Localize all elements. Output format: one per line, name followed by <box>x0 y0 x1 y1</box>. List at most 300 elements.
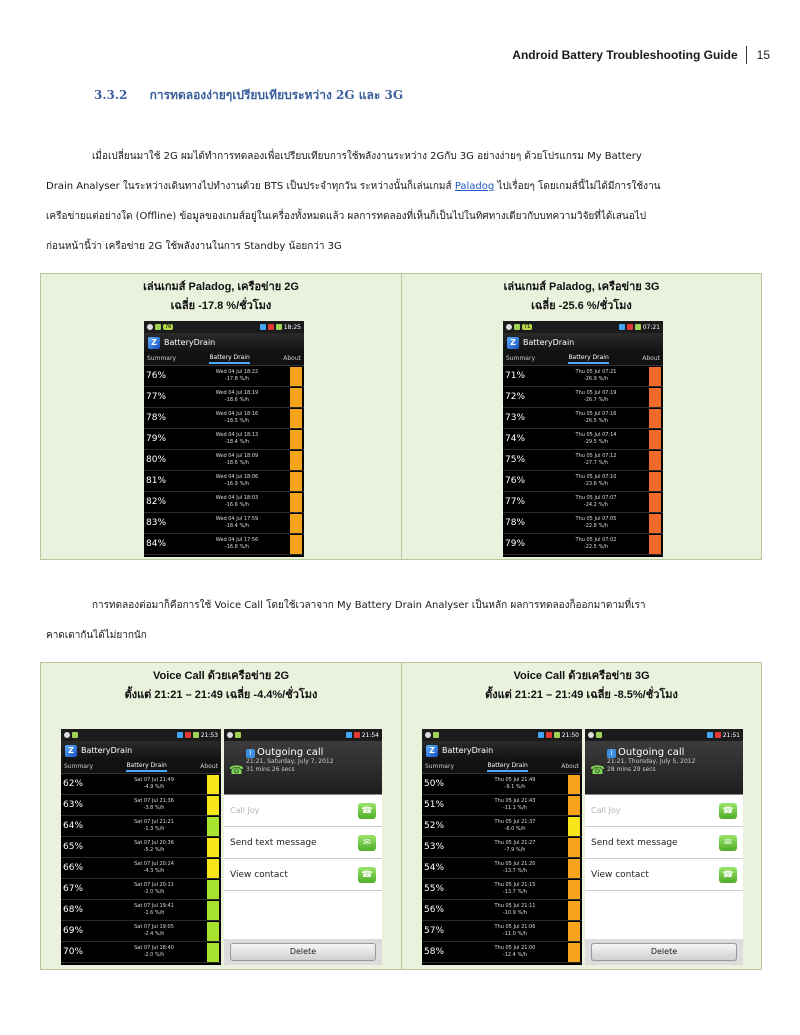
tab-about[interactable]: About <box>200 763 218 770</box>
battery-percent: 78% <box>505 518 526 528</box>
paragraph-line <box>46 172 758 202</box>
list-item[interactable] <box>422 858 582 879</box>
drain-level-bar <box>290 409 302 428</box>
drain-rate: -17.8 %/h <box>224 376 250 382</box>
list-item[interactable] <box>503 450 663 471</box>
voice-call-comparison-table <box>40 662 762 970</box>
drain-rate: -18.6 %/h <box>224 460 250 466</box>
drain-date: Sat 07 Jul 20:24 <box>134 861 174 867</box>
drain-date: Thu 05 Jul 07:02 <box>575 537 617 543</box>
drain-level-bar <box>568 838 580 857</box>
drain-date: Thu 05 Jul 07:07 <box>575 495 617 501</box>
view-contact-label: View contact <box>230 869 288 880</box>
battery-percent: 69% <box>63 926 84 936</box>
call-button-icon[interactable]: ☎ <box>358 803 376 819</box>
drain-date: Sat 07 Jul 21:49 <box>134 777 174 783</box>
signal-icon <box>619 324 625 330</box>
drain-info <box>543 537 649 551</box>
wifi-icon <box>193 732 199 738</box>
app-title-bar <box>144 333 304 352</box>
contact-name: Call Joy <box>591 806 621 815</box>
call-log-screenshot <box>585 729 743 965</box>
drain-info <box>462 882 568 896</box>
cell-title-line: เล่นเกมส์ Paladog, เครือข่าย 3G <box>503 281 660 293</box>
status-icons-right <box>260 324 301 331</box>
drain-level-bar <box>568 796 580 815</box>
drain-rate: -26.5 %/h <box>583 418 609 424</box>
list-item[interactable] <box>503 513 663 534</box>
call-contact-item[interactable] <box>585 795 743 827</box>
paladog-comparison-table <box>40 273 762 560</box>
drain-date: Sat 07 Jul 18:40 <box>134 945 174 951</box>
drain-info <box>462 777 568 791</box>
list-item[interactable] <box>61 921 221 942</box>
call-duration: 28 mins 29 secs <box>607 766 656 773</box>
message-icon[interactable]: ✉ <box>358 835 376 851</box>
drain-rate: -29.5 %/h <box>583 439 609 445</box>
battery-percent: 78% <box>146 413 167 423</box>
list-item[interactable] <box>144 408 304 429</box>
drain-rate: -18.4 %/h <box>224 523 250 529</box>
paragraph-line: ก่อนหน้านี้ว่า เครือข่าย 2G ใช้พลังงานในการ Standby น้อยกว่า 3G <box>46 241 342 252</box>
drain-rate: -18.4 %/h <box>224 439 250 445</box>
drain-rate: -26.7 %/h <box>583 397 609 403</box>
list-item[interactable] <box>422 837 582 858</box>
drain-info <box>543 411 649 425</box>
status-icons-left <box>588 732 602 738</box>
wifi-icon <box>554 732 560 738</box>
battery-percent: 76% <box>505 476 526 486</box>
call-contact-item[interactable] <box>224 795 382 827</box>
list-item[interactable] <box>144 429 304 450</box>
status-icons-left <box>506 324 532 330</box>
battery-percent: 58% <box>424 947 445 957</box>
battery-badge: 76 <box>165 324 172 330</box>
drain-info <box>462 798 568 812</box>
list-item[interactable] <box>144 534 304 555</box>
contact-icon[interactable]: ☎ <box>719 867 737 883</box>
battery-percent: 80% <box>146 455 167 465</box>
battery-percent: 77% <box>505 497 526 507</box>
paladog-link[interactable]: Paladog <box>454 181 495 192</box>
battery-percent: 66% <box>63 863 84 873</box>
battery-percent: 79% <box>505 539 526 549</box>
drain-date: Wed 04 Jul 17:59 <box>215 516 259 522</box>
drain-date: Wed 04 Jul 18:19 <box>215 390 259 396</box>
drain-info <box>101 798 207 812</box>
drain-rate: -2.0 %/h <box>143 952 165 958</box>
drain-date: Sat 07 Jul 21:21 <box>134 819 174 825</box>
header-divider <box>746 46 747 64</box>
drain-level-bar <box>649 451 661 470</box>
call-footer <box>224 939 382 965</box>
status-bar <box>144 321 304 333</box>
drain-rate: -9.1 %/h <box>504 784 526 790</box>
drain-date: Wed 04 Jul 18:13 <box>215 432 259 438</box>
cell-title-line: Voice Call ด้วยเครือข่าย 2G <box>152 670 290 682</box>
drain-level-bar <box>207 943 219 962</box>
view-contact-item[interactable] <box>224 859 382 891</box>
drain-level-bar <box>290 472 302 491</box>
drain-rate: -4.3 %/h <box>143 868 165 874</box>
drain-rate: -23.6 %/h <box>583 481 609 487</box>
list-item[interactable] <box>503 429 663 450</box>
tab-summary[interactable]: Summary <box>506 355 535 362</box>
drain-date: Thu 05 Jul 21:15 <box>494 882 536 888</box>
drain-info <box>184 516 290 530</box>
drain-info <box>543 516 649 530</box>
cell-title <box>41 667 401 705</box>
drain-list <box>144 366 304 555</box>
drain-rate: -1.6 %/h <box>143 910 165 916</box>
battery-icon <box>627 324 633 330</box>
notification-icon <box>227 732 233 738</box>
status-bar <box>585 729 743 741</box>
drain-rate: -27.7 %/h <box>583 460 609 466</box>
drain-level-bar <box>649 409 661 428</box>
table-cell-voice-3g <box>401 663 761 969</box>
text-span: Drain Analyser ในระหว่างเดินทางไปทำงานด้วย BTS เป็นประจำทุกวัน ระหว่างนั้นก็เล่นเกมส์ <box>46 181 455 192</box>
send-text-label: Send text message <box>230 837 317 848</box>
paragraph-2g-vs-3g <box>46 142 758 262</box>
drain-date: Thu 05 Jul 21:27 <box>494 840 536 846</box>
drain-info <box>462 840 568 854</box>
drain-date: Wed 04 Jul 18:22 <box>215 369 259 375</box>
drain-info <box>101 945 207 959</box>
info-icon: i <box>246 749 255 758</box>
drain-date: Thu 05 Jul 07:16 <box>575 411 617 417</box>
signal-icon <box>346 732 352 738</box>
drain-date: Thu 05 Jul 21:43 <box>494 798 536 804</box>
delete-button[interactable]: Delete <box>591 943 737 961</box>
batterydrain-icon: Z <box>148 337 160 349</box>
drain-date: Wed 04 Jul 18:06 <box>215 474 259 480</box>
drain-level-bar <box>207 922 219 941</box>
usb-icon <box>514 324 520 330</box>
call-button-icon[interactable]: ☎ <box>719 803 737 819</box>
list-item[interactable] <box>422 774 582 795</box>
drain-level-bar <box>290 493 302 512</box>
tab-about[interactable]: About <box>561 763 579 770</box>
list-item[interactable] <box>61 795 221 816</box>
battery-badge: 71 <box>524 324 531 330</box>
list-item[interactable] <box>503 387 663 408</box>
cell-title-line: เฉลี่ย -17.8 %/ชั่วโมง <box>170 300 272 312</box>
usb-icon <box>433 732 439 738</box>
drain-rate: -7.9 %/h <box>504 847 526 853</box>
signal-icon <box>538 732 544 738</box>
tab-bar <box>503 352 663 366</box>
drain-rate: -6.0 %/h <box>504 826 526 832</box>
call-title-text: Outgoing call <box>618 747 685 758</box>
drain-date: Thu 05 Jul 21:49 <box>494 777 536 783</box>
battery-percent: 83% <box>146 518 167 528</box>
cell-title <box>402 278 761 316</box>
battery-percent: 79% <box>146 434 167 444</box>
view-contact-label: View contact <box>591 869 649 880</box>
drain-level-bar <box>568 859 580 878</box>
tab-about[interactable]: About <box>283 355 301 362</box>
paragraph-line: เมื่อเปลี่ยนมาใช้ 2G ผมได้ทำการทดลองเพื่อเปรียบเทียบการใช้พลังงานระหว่าง 2Gกับ 3G อย่างง่ายๆ ด้วยโปรแกรม My Battery <box>92 151 642 162</box>
call-footer <box>585 939 743 965</box>
list-item[interactable] <box>61 858 221 879</box>
batterydrain-screenshot <box>144 321 304 557</box>
list-item[interactable] <box>61 816 221 837</box>
tab-battery-drain[interactable]: Battery Drain <box>568 354 608 364</box>
drain-rate: -2.0 %/h <box>143 889 165 895</box>
usb-icon <box>155 324 161 330</box>
call-title <box>246 741 382 758</box>
usb-icon <box>235 732 241 738</box>
drain-info <box>184 390 290 404</box>
info-icon: i <box>607 749 616 758</box>
drain-date: Thu 05 Jul 21:37 <box>494 819 536 825</box>
drain-level-bar <box>207 880 219 899</box>
drain-level-bar <box>207 838 219 857</box>
app-name: BatteryDrain <box>523 338 575 347</box>
drain-date: Wed 04 Jul 17:56 <box>215 537 259 543</box>
cell-title-line: ตั้งแต่ 21:21 – 21:49 เฉลี่ย -4.4%/ชั่วโมง <box>124 689 318 701</box>
view-contact-item[interactable] <box>585 859 743 891</box>
delete-button[interactable]: Delete <box>230 943 376 961</box>
app-title-bar <box>422 741 582 760</box>
list-item[interactable] <box>422 921 582 942</box>
cell-title-line: Voice Call ด้วยเครือข่าย 3G <box>513 670 650 682</box>
drain-level-bar <box>568 901 580 920</box>
outgoing-call-icon: ☎ <box>590 763 605 777</box>
battery-percent: 82% <box>146 497 167 507</box>
battery-icon <box>715 732 721 738</box>
drain-info <box>462 819 568 833</box>
text-span: ไปเรื่อยๆ โดยเกมส์นี้ไม่ได้มีการใช้งาน <box>494 181 661 192</box>
drain-level-bar <box>649 367 661 386</box>
drain-info <box>101 819 207 833</box>
status-time: 18:25 <box>283 323 301 331</box>
list-item[interactable] <box>422 795 582 816</box>
drain-level-bar <box>207 859 219 878</box>
drain-rate: -22.5 %/h <box>583 544 609 550</box>
list-item[interactable] <box>422 879 582 900</box>
call-duration: 31 mins 26 secs <box>246 766 295 773</box>
battery-icon <box>185 732 191 738</box>
battery-percent: 54% <box>424 863 445 873</box>
cell-title-line: ตั้งแต่ 21:21 – 21:49 เฉลี่ย -8.5%/ชั่วโมง <box>485 689 678 701</box>
drain-date: Sat 07 Jul 20:11 <box>134 882 174 888</box>
notification-icon <box>64 732 70 738</box>
drain-date: Thu 05 Jul 07:19 <box>575 390 617 396</box>
drain-rate: -18.6 %/h <box>224 397 250 403</box>
status-icons-right <box>346 732 379 739</box>
status-bar <box>61 729 221 741</box>
signal-icon <box>260 324 266 330</box>
drain-level-bar <box>290 367 302 386</box>
drain-rate: -13.7 %/h <box>502 868 528 874</box>
battery-percent: 57% <box>424 926 445 936</box>
batterydrain-screenshot <box>503 321 663 557</box>
drain-date: Thu 05 Jul 07:05 <box>575 516 617 522</box>
tab-summary[interactable]: Summary <box>64 763 93 770</box>
contact-icon[interactable]: ☎ <box>358 867 376 883</box>
drain-info <box>543 390 649 404</box>
battery-percent: 72% <box>505 392 526 402</box>
drain-level-bar <box>207 775 219 794</box>
outgoing-call-icon: ☎ <box>229 763 244 777</box>
drain-info <box>184 369 290 383</box>
list-item[interactable] <box>61 774 221 795</box>
call-title-text: Outgoing call <box>257 747 324 758</box>
status-time: 21:54 <box>361 731 379 739</box>
status-icons-right <box>707 732 740 739</box>
drain-date: Thu 05 Jul 21:20 <box>494 861 536 867</box>
paragraph-line: เครือข่ายแต่อย่างใด (Offline) ข้อมูลของเกมส์อยู่ในเครื่องทั้งหมดแล้ว ผลการทดลองที่เห็นก็เป็นไปในทิศทางเดียวกับบทความวิจัยที่ได้เสนอไป <box>46 211 647 222</box>
drain-level-bar <box>290 514 302 533</box>
list-item[interactable] <box>503 534 663 555</box>
drain-level-bar <box>207 901 219 920</box>
app-name: BatteryDrain <box>442 746 494 755</box>
tab-summary[interactable]: Summary <box>425 763 454 770</box>
paragraph-voice-call <box>46 591 758 651</box>
call-date: 21:21, Saturday, July 7, 2012 <box>246 758 334 765</box>
battery-percent: 53% <box>424 842 445 852</box>
list-item[interactable] <box>422 900 582 921</box>
battery-percent: 63% <box>63 800 84 810</box>
drain-rate: -4.9 %/h <box>143 784 165 790</box>
status-bar <box>422 729 582 741</box>
drain-rate: -26.9 %/h <box>583 376 609 382</box>
list-item[interactable] <box>503 366 663 387</box>
drain-date: Sat 07 Jul 21:36 <box>134 798 174 804</box>
drain-info <box>462 924 568 938</box>
tab-about[interactable]: About <box>642 355 660 362</box>
battery-percent: 84% <box>146 539 167 549</box>
list-item[interactable] <box>503 471 663 492</box>
drain-info <box>543 474 649 488</box>
drain-info <box>101 777 207 791</box>
drain-rate: -24.2 %/h <box>583 502 609 508</box>
status-icons-left <box>227 732 241 738</box>
list-item[interactable] <box>144 492 304 513</box>
tab-battery-drain[interactable]: Battery Drain <box>209 354 249 364</box>
tab-battery-drain[interactable]: Battery Drain <box>126 762 166 772</box>
app-title-bar <box>61 741 221 760</box>
battery-percent: 70% <box>63 947 84 957</box>
usb-icon <box>72 732 78 738</box>
app-name: BatteryDrain <box>81 746 133 755</box>
list-item[interactable] <box>144 387 304 408</box>
tab-summary[interactable]: Summary <box>147 355 176 362</box>
drain-level-bar <box>568 943 580 962</box>
drain-info <box>101 903 207 917</box>
list-item[interactable] <box>503 492 663 513</box>
list-item[interactable] <box>503 408 663 429</box>
list-item[interactable] <box>422 816 582 837</box>
call-log-screenshot <box>224 729 382 965</box>
list-item[interactable] <box>144 513 304 534</box>
list-item[interactable] <box>61 879 221 900</box>
wifi-icon <box>635 324 641 330</box>
drain-info <box>184 453 290 467</box>
battery-percent: 51% <box>424 800 445 810</box>
section-title: การทดลองง่ายๆเปรียบเทียบระหว่าง 2G และ 3G <box>149 88 404 102</box>
battery-percent: 81% <box>146 476 167 486</box>
tab-battery-drain[interactable]: Battery Drain <box>487 762 527 772</box>
drain-level-bar <box>649 472 661 491</box>
app-title-bar <box>503 333 663 352</box>
batterydrain-icon: Z <box>65 745 77 757</box>
cell-title-line: เล่นเกมส์ Paladog, เครือข่าย 2G <box>143 281 299 293</box>
battery-percent: 73% <box>505 413 526 423</box>
battery-percent: 64% <box>63 821 84 831</box>
drain-rate: -5.2 %/h <box>143 847 165 853</box>
drain-level-bar <box>290 535 302 554</box>
send-text-item[interactable] <box>585 827 743 859</box>
list-item[interactable] <box>61 900 221 921</box>
batterydrain-screenshot <box>422 729 582 965</box>
drain-level-bar <box>207 817 219 836</box>
table-cell-2g <box>41 274 401 559</box>
battery-percent: 76% <box>146 371 167 381</box>
drain-rate: -12.4 %/h <box>502 952 528 958</box>
drain-level-bar <box>649 514 661 533</box>
drain-info <box>184 537 290 551</box>
status-icons-right <box>619 324 660 331</box>
message-icon[interactable]: ✉ <box>719 835 737 851</box>
list-item[interactable] <box>144 450 304 471</box>
battery-icon <box>354 732 360 738</box>
list-item[interactable] <box>422 942 582 963</box>
drain-rate: -22.8 %/h <box>583 523 609 529</box>
notification-icon <box>147 324 153 330</box>
drain-info <box>543 369 649 383</box>
list-item[interactable] <box>144 366 304 387</box>
status-time: 21:53 <box>200 731 218 739</box>
list-item[interactable] <box>144 471 304 492</box>
paragraph-line: คาดเดากันได้ไม่ยากนัก <box>46 630 147 641</box>
table-cell-voice-2g <box>41 663 401 969</box>
drain-date: Sat 07 Jul 20:36 <box>134 840 174 846</box>
drain-rate: -11.0 %/h <box>502 931 528 937</box>
send-text-item[interactable] <box>224 827 382 859</box>
drain-rate: -1.3 %/h <box>143 826 165 832</box>
section-heading <box>94 86 403 105</box>
wifi-icon <box>276 324 282 330</box>
drain-level-bar <box>649 493 661 512</box>
notification-icon <box>506 324 512 330</box>
battery-percent: 65% <box>63 842 84 852</box>
drain-list <box>61 774 221 963</box>
drain-info <box>543 453 649 467</box>
drain-level-bar <box>568 880 580 899</box>
drain-rate: -11.1 %/h <box>502 805 528 811</box>
send-text-label: Send text message <box>591 837 678 848</box>
battery-icon <box>268 324 274 330</box>
drain-date: Wed 04 Jul 18:03 <box>215 495 259 501</box>
drain-date: Sat 07 Jul 19:05 <box>134 924 174 930</box>
status-time: 07:21 <box>642 323 660 331</box>
status-bar <box>503 321 663 333</box>
status-icons-left <box>147 324 173 330</box>
drain-date: Thu 05 Jul 07:14 <box>575 432 617 438</box>
status-icons-left <box>64 732 78 738</box>
notification-icon <box>588 732 594 738</box>
app-name: BatteryDrain <box>164 338 216 347</box>
tab-bar <box>144 352 304 366</box>
battery-percent: 56% <box>424 905 445 915</box>
list-item[interactable] <box>61 837 221 858</box>
list-item[interactable] <box>61 942 221 963</box>
drain-info <box>543 495 649 509</box>
drain-level-bar <box>290 388 302 407</box>
